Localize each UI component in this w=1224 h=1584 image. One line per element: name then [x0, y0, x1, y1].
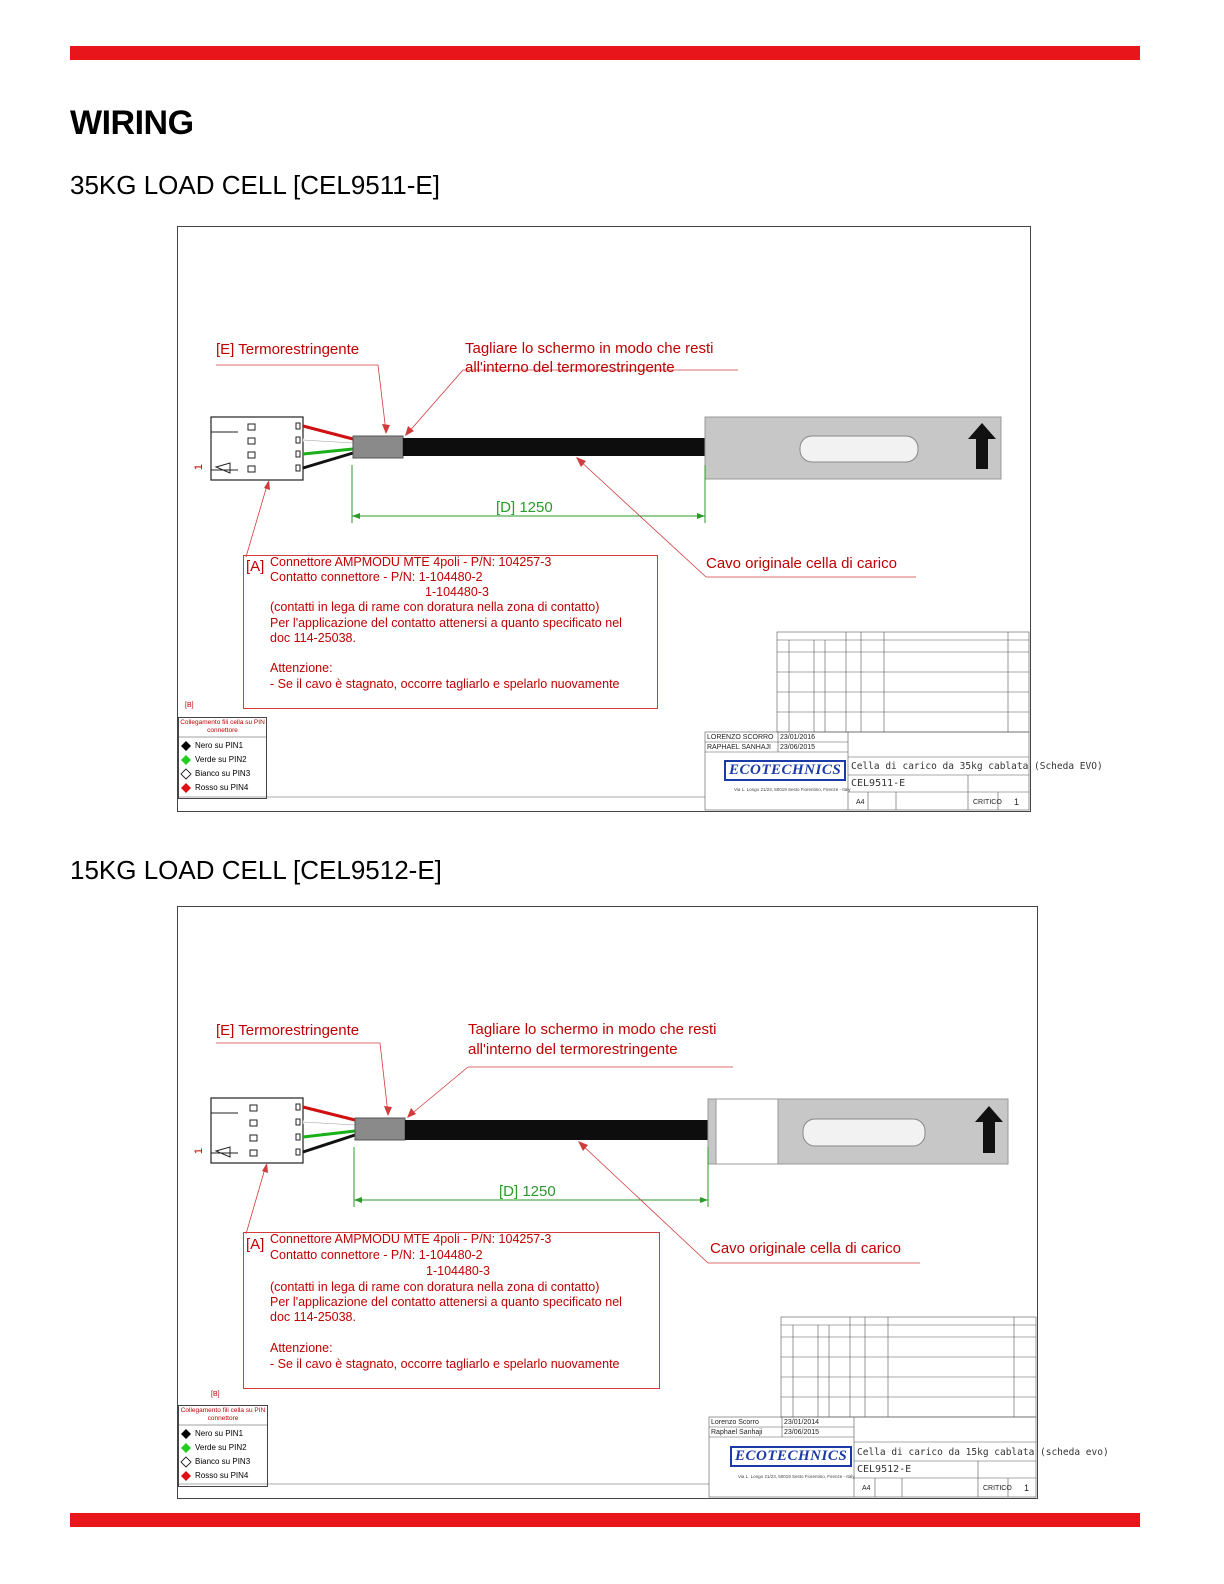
label-cable: Cavo originale cella di carico: [706, 555, 897, 572]
label-cut-shield-2: all'interno del termorestringente: [465, 359, 675, 376]
note-line-1: Connettore AMPMODU MTE 4poli - P/N: 104257-3: [270, 555, 552, 569]
pin-number-label: 1: [193, 463, 206, 471]
drawn-by: LORENZO SCORRO: [707, 734, 774, 741]
wiring-diagram-svg: [178, 907, 1037, 1498]
company-logo: ECOTECHNICS: [730, 1446, 852, 1467]
note-line-5: Per l'applicazione del contatto attenersi a quanto specificato nel: [270, 616, 622, 630]
legend-item-green: Verde su PIN2: [195, 1443, 247, 1452]
note-line-6: doc 114-25038.: [270, 631, 356, 645]
legend-item-black: Nero su PIN1: [195, 1429, 244, 1438]
note-line-5: Per l'applicazione del contatto attenersi a quanto specificato nel: [270, 1295, 622, 1309]
bottom-red-bar: [70, 1513, 1140, 1527]
approved-by: Raphael Sanhaji: [711, 1429, 763, 1436]
legend-tag: [B]: [211, 1391, 220, 1398]
wiring-drawing-35kg: [177, 226, 1103, 812]
legend-tag: [B]: [185, 702, 194, 709]
wire-legend: [178, 717, 267, 799]
company-address: Via L. Longo 21/23, 50019 Sesto Fiorentino, Firenze - Italy: [738, 1474, 855, 1479]
dimension-label: [D] 1250: [496, 499, 553, 516]
wire-legend: [178, 1405, 268, 1487]
label-cut-shield-1: Tagliare lo schermo in modo che resti: [465, 340, 714, 357]
drawing-code: CEL9512-E: [857, 1464, 912, 1475]
note-line-1: Connettore AMPMODU MTE 4poli - P/N: 104257-3: [270, 1232, 552, 1246]
legend-item-red: Rosso su PIN4: [195, 783, 249, 792]
label-cut-shield-1: Tagliare lo schermo in modo che resti: [468, 1021, 717, 1038]
note-line-4: (contatti in lega di rame con doratura nella zona di contatto): [270, 600, 600, 614]
drawing-class: CRITICO: [983, 1485, 1012, 1492]
drawing-rev: 1: [1014, 797, 1020, 807]
legend-item-black: Nero su PIN1: [195, 741, 244, 750]
note-line-7: Attenzione:: [270, 661, 333, 675]
approved-by: RAPHAEL SANHAJI: [707, 744, 771, 751]
legend-item-green: Verde su PIN2: [195, 755, 247, 764]
note-line-4: (contatti in lega di rame con doratura nella zona di contatto): [270, 1280, 600, 1294]
drawing-rev: 1: [1024, 1483, 1030, 1493]
legend-item-white: Bianco su PIN3: [195, 769, 251, 778]
note-line-3: 1-104480-3: [426, 1264, 490, 1278]
note-line-2: Contatto connettore - P/N: 1-104480-2: [270, 570, 483, 584]
label-cable: Cavo originale cella di carico: [710, 1240, 901, 1257]
drawing-code: CEL9511-E: [851, 778, 906, 789]
legend-item-white: Bianco su PIN3: [195, 1457, 251, 1466]
drawing-format: A4: [856, 799, 865, 806]
company-address: Via L. Longo 21/23, 50019 Sesto Fiorentino, Firenze - Italy: [734, 787, 851, 792]
drawing-class: CRITICO: [973, 799, 1002, 806]
note-line-7: Attenzione:: [270, 1341, 333, 1355]
drawn-by: Lorenzo Scorro: [711, 1419, 759, 1426]
page-title: WIRING: [70, 104, 194, 142]
note-line-8: - Se il cavo è stagnato, occorre tagliarlo e spelarlo nuovamente: [270, 677, 620, 691]
note-line-2: Contatto connettore - P/N: 1-104480-2: [270, 1248, 483, 1262]
wiring-drawing-15kg: [177, 906, 1109, 1499]
label-heat-shrink: [E] Termorestringente: [216, 341, 360, 358]
label-cut-shield-2: all'interno del termorestringente: [468, 1041, 678, 1058]
drawing-title: Cella di carico da 15kg cablata (scheda evo): [857, 1447, 1109, 1458]
approved-date: 23/06/2015: [780, 744, 816, 751]
note-line-3: 1-104480-3: [425, 585, 489, 599]
drawing-format: A4: [862, 1485, 871, 1492]
note-line-8: - Se il cavo è stagnato, occorre tagliarlo e spelarlo nuovamente: [270, 1357, 620, 1371]
note-tag: [A]: [246, 1236, 265, 1253]
note-tag: [A]: [246, 558, 265, 575]
drawn-date: 23/01/2016: [780, 734, 816, 741]
legend-title: Collegamento fili cella su PIN connettore: [180, 719, 265, 734]
dimension-label: [D] 1250: [499, 1183, 556, 1200]
drawn-date: 23/01/2014: [784, 1419, 820, 1426]
pin-number-label: 1: [193, 1147, 206, 1155]
legend-item-red: Rosso su PIN4: [195, 1471, 249, 1480]
note-line-6: doc 114-25038.: [270, 1310, 356, 1324]
drawing-title: Cella di carico da 35kg cablata (Scheda EVO): [851, 761, 1103, 772]
wiring-diagram-svg: [178, 227, 1030, 811]
company-logo: ECOTECHNICS: [724, 760, 846, 781]
approved-date: 23/06/2015: [784, 1429, 820, 1436]
label-heat-shrink: [E] Termorestringente: [216, 1022, 360, 1039]
legend-title: Collegamento fili cella su PIN connettore: [180, 1407, 266, 1422]
section-title-35kg: 35KG LOAD CELL [CEL9511-E]: [70, 170, 440, 200]
top-red-bar: [70, 46, 1140, 60]
section-title-15kg: 15KG LOAD CELL [CEL9512-E]: [70, 855, 442, 885]
